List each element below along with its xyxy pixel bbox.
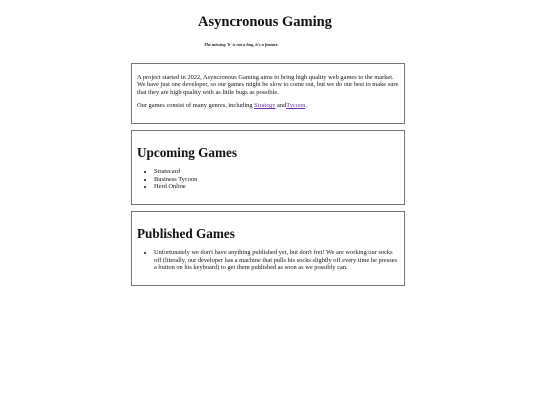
strategy-link[interactable]: Strategy [254,102,276,110]
published-games-card [131,211,405,286]
list-item: • Herd Online [154,183,399,191]
list-item: • Business Tycoon [154,176,399,184]
upcoming-games-heading: Upcoming Games [137,145,238,160]
genres-suffix: . [305,102,307,110]
published-games-heading: Published Games [137,226,235,241]
published-games-list [137,249,399,272]
intro-paragraph: A project started in 2022, Asyncronous Gaming aims to bring high quality web games to the market. We have just one developer, so our games might be slow to come out, but we do our best to make sure that they are high quality with as little bugs as possible. [137,73,399,96]
list-item: • Stratecard [154,168,399,176]
upcoming-games-card [131,130,405,205]
intro-card [131,63,405,124]
genres-and: and [275,102,287,110]
genres-paragraph [137,102,399,110]
upcoming-games-list [137,168,399,191]
page-title: Asyncronous Gaming [198,14,332,30]
list-item: • Unfortunately we don't have anything published yet, but don't fret! We are working our socks off (literally, our developer has a machine that pulls his socks slightly off every time he presses a button on his keyboard) to get them published as soon as we possibly can. [154,249,399,272]
genres-prefix: Our games consist of many genres, including [137,102,255,110]
tagline: The missing 'h' is not a bug, it's a feature. [204,42,279,47]
tycoon-link[interactable]: Tycoon [286,102,306,110]
